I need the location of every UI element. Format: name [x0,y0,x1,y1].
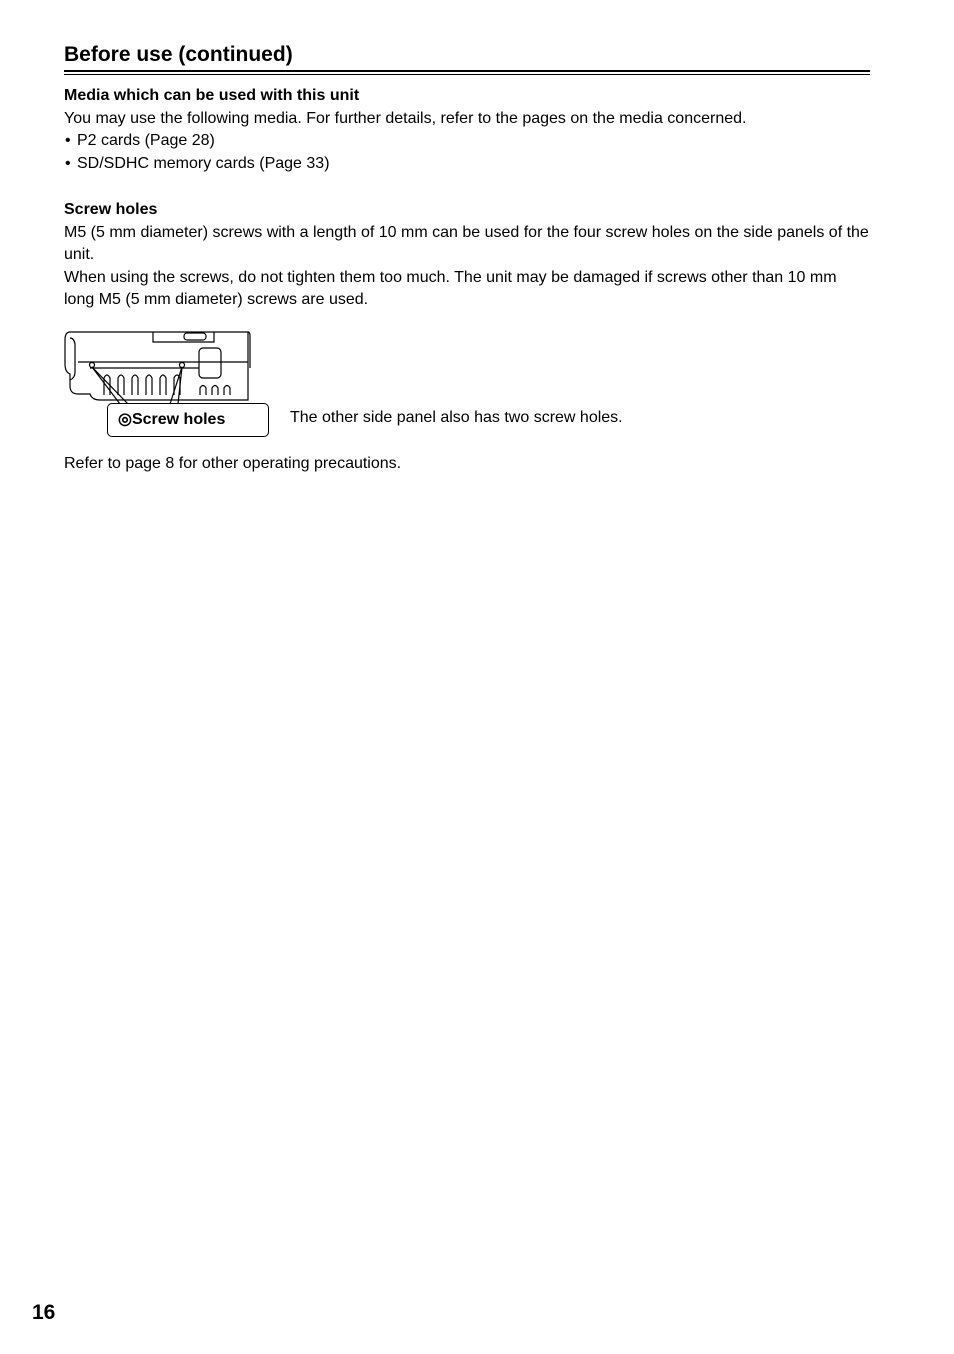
title-rule [64,70,870,72]
media-heading: Media which can be used with this unit [64,87,360,104]
small-vent-icon [224,386,230,396]
bullet-icon: • [65,132,71,149]
list-item [64,153,870,176]
side-vent-icon [160,375,166,395]
screw-holes-heading: Screw holes [64,201,158,218]
unit-front-edge [70,338,75,380]
page-number: 16 [32,1301,56,1324]
screw-holes-section [64,199,870,312]
title-rule-thin [64,74,870,75]
media-section [64,85,870,175]
leader-line [92,367,120,404]
screw-holes-paragraph-2: When using the screws, do not tighten them too much. The unit may be damaged if screws other than 10 mm long M5 (5 mm diameter) screws are used. [64,268,837,308]
side-vent-icon [132,375,138,395]
leader-line [92,367,128,404]
screw-holes-paragraph-1: M5 (5 mm diameter) screws with a length of 10 mm can be used for the four screw holes on the side panels of the unit. [64,223,869,263]
media-intro: You may use the following media. For further details, refer to the pages on the media concerned. [64,109,747,127]
screw-holes-callout: ◎Screw holes [107,403,269,437]
side-port-panel [199,348,221,378]
screw-hole-icon [180,363,185,368]
small-vent-icon [200,386,206,396]
side-vent-icon [118,375,124,395]
bullet-icon: • [65,154,71,172]
list-item [64,130,870,153]
media-item-sd: SD/SDHC memory cards (Page 33) [77,154,330,172]
media-item-p2: P2 cards (Page 28) [77,132,215,149]
page-title: Before use (continued) [64,43,293,66]
screw-hole-icon [90,363,95,368]
figure-caption: The other side panel also has two screw holes. [290,409,623,426]
top-slot [184,333,206,340]
precautions-note: Refer to page 8 for other operating precautions. [64,455,402,472]
media-list [64,130,870,175]
small-vent-icon [212,386,218,396]
side-vent-icon [146,375,152,395]
